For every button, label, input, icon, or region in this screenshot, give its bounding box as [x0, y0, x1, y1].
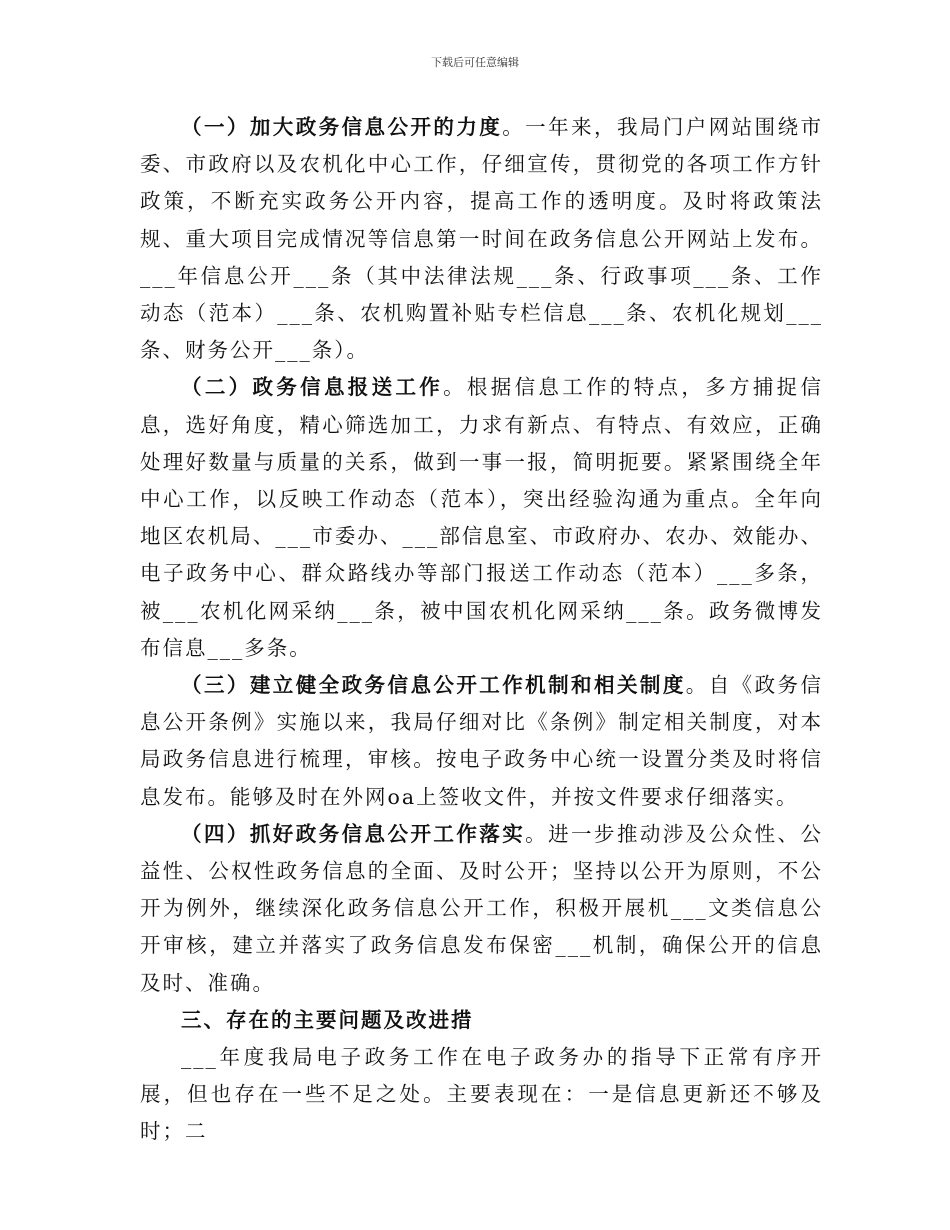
section-4-lead: （四）抓好政务信息公开工作落实 — [181, 821, 526, 846]
section-1-lead: （一）加大政务信息公开的力度 — [181, 115, 503, 139]
section-3-text: 。自《政务信息公开条例》实施以来，我局仔细对比《条例》制定相关制度，对本局政务信息进行梳理，审核。按电子政务中心统一设置分类及时将信息发布。能够及时在外网oa上签收文件，并按文件要求仔细落实。 — [140, 673, 824, 809]
section-4-text: 。进一步推动涉及公众性、公益性、公权性政务信息的全面、及时公开；坚持以公开为原则，不公开为例外，继续深化政务信息公开工作，积极开展机___文类信息公开审核，建立并落实了政务信息发布保密___机制，确保公开的信息及时、准确。 — [140, 821, 824, 995]
section-3-lead: （三）建立健全政务信息公开工作机制和相关制度 — [181, 673, 686, 698]
section-2-text: 。根据信息工作的特点，多方捕捉信息，选好角度，精心筛选加工，力求有新点、有特点、有效应，正确处理好数量与质量的关系，做到一事一报，简明扼要。紧紧围绕全年中心工作，以反映工作动态（范本），突出经验沟通为重点。全年向地区农机局、___市委办、___部信息室、市政府办、农办、效能办、电子政务中心、群众路线办等部门报送工作动态（范本）___多条，被___农机化网采纳___条，被中国农机化网采纳___条。政务微博发布信息___多条。 — [140, 375, 824, 660]
document-body — [140, 109, 823, 1151]
section-3 — [140, 667, 823, 816]
header-note: 下载后可任意编辑 — [431, 56, 519, 69]
section-heading: 三、存在的主要问题及改进措 — [181, 1007, 474, 1032]
section-4 — [140, 816, 823, 1002]
section-1 — [140, 109, 823, 369]
section-2 — [140, 369, 823, 667]
section-2-lead: （二）政务信息报送工作 — [181, 375, 444, 400]
section-1-text: 。一年来，我局门户网站围绕市委、市政府以及农机化中心工作，仔细宣传，贯彻党的各项工作方针政策，不断充实政务公开内容，提高工作的透明度。及时将政策法规、重大项目完成情况等信息第一时间在政务信息公开网站上发布。___年信息公开___条（其中法律法规___条、行政事项___条、工作动态（范本）___条、农机购置补贴专栏信息___条、农机化规划___条、财务公开___条）。 — [140, 115, 824, 363]
closing-paragraph: ___年度我局电子政务工作在电子政务办的指导下正常有序开展，但也存在一些不足之处。主要表现在：一是信息更新还不够及时；二 — [140, 1045, 823, 1144]
